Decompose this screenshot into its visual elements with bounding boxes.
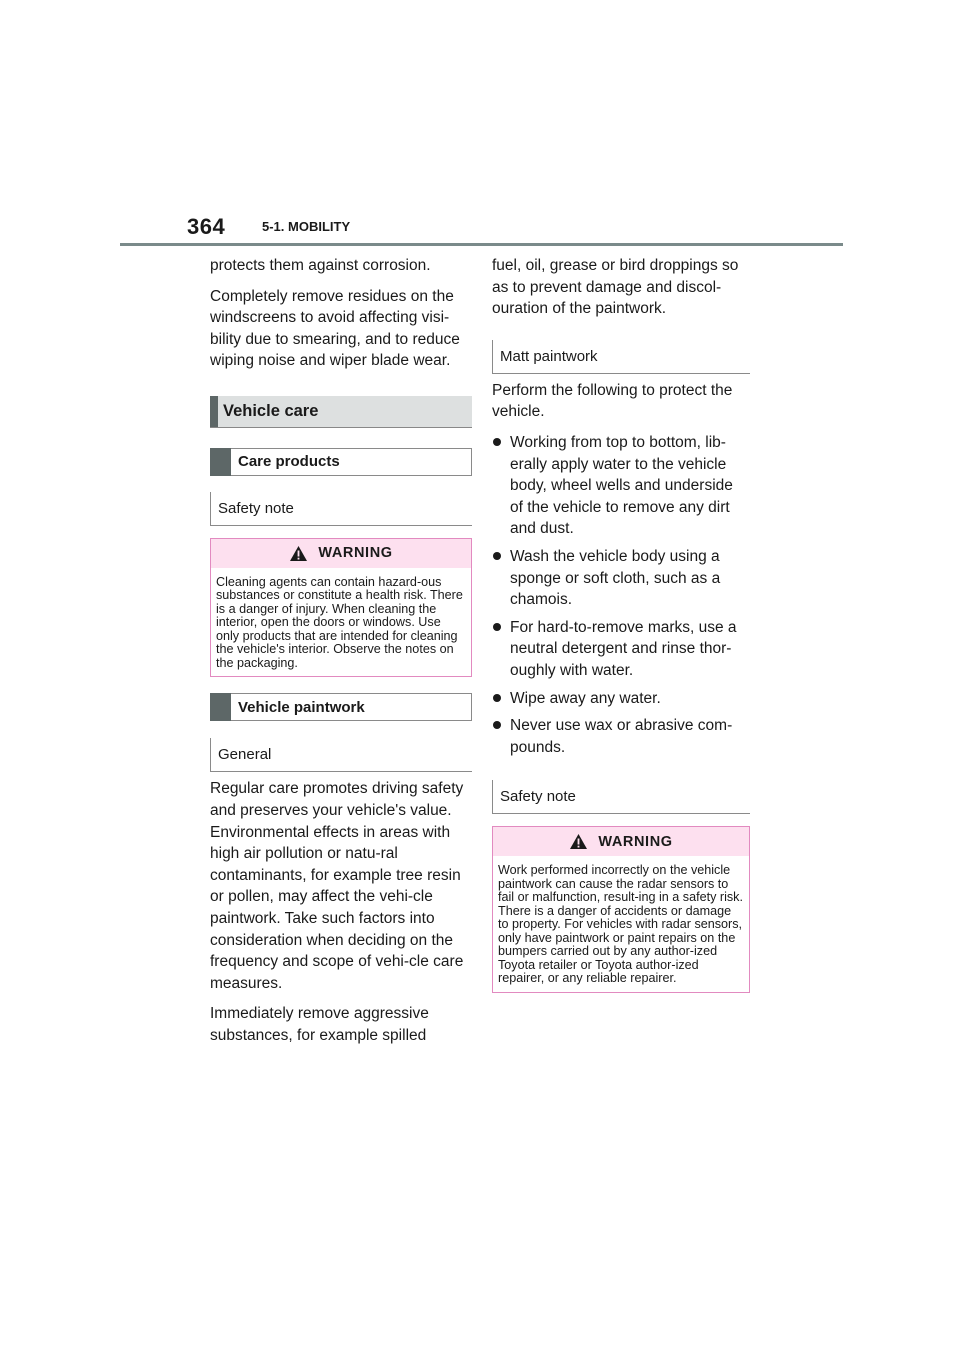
bullet-dot-icon — [493, 552, 501, 560]
left-column — [210, 255, 472, 1056]
list-item-text: For hard-to-remove marks, use a neutral detergent and rinse thor-oughly with water. — [510, 618, 737, 679]
heading-care-products: Care products — [210, 448, 472, 476]
list-item-text: Wipe away any water. — [510, 689, 661, 707]
list-item-text: Working from top to bottom, lib-erally apply water to the vehicle body, wheel wells and underside of the vehicle to remove any dirt and dust. — [510, 433, 733, 538]
heading-safety-note: Safety note — [492, 780, 750, 814]
list-item — [492, 546, 750, 611]
section-title: 5-1. MOBILITY — [262, 219, 351, 234]
right-column — [492, 255, 750, 993]
warning-header — [493, 827, 749, 856]
heading-vehicle-paintwork: Vehicle paintwork — [210, 693, 472, 721]
paragraph: Immediately remove aggressive substances, for example spilled — [210, 1005, 429, 1044]
page-number: 364 — [187, 214, 226, 239]
warning-box — [492, 826, 750, 993]
warning-text: Cleaning agents can contain hazard-ous substances or constitute a health risk. There is a danger of injury. When cleaning the interior, open the doors or windows. Use only products that are intended for cleaning the vehicle's interior. Observe the notes on the packaging. — [216, 574, 463, 670]
heading-vehicle-care: Vehicle care — [210, 396, 472, 428]
list-item — [492, 617, 750, 682]
list-item — [492, 688, 750, 710]
heading-safety-note: Safety note — [210, 492, 472, 526]
heading-general: General — [210, 738, 472, 772]
list-item-text: Never use wax or abrasive com-pounds. — [510, 717, 733, 756]
bullet-dot-icon — [493, 438, 501, 446]
bullet-dot-icon — [493, 694, 501, 702]
bullet-dot-icon — [493, 721, 501, 729]
header-rule — [120, 243, 843, 246]
paragraph: Perform the following to protect the vehicle. — [492, 381, 733, 421]
list-item — [492, 715, 750, 758]
list-item — [492, 432, 750, 540]
warning-box — [210, 538, 472, 678]
warning-triangle-icon — [289, 545, 308, 562]
bullet-dot-icon — [493, 623, 501, 631]
list-item-text: Wash the vehicle body using a sponge or soft cloth, such as a chamois. — [510, 547, 721, 609]
warning-header — [211, 539, 471, 568]
bullet-list — [492, 432, 750, 758]
heading-matt-paintwork: Matt paintwork — [492, 340, 750, 374]
warning-title: WARNING — [318, 545, 393, 562]
paragraph: protects them against corrosion. — [210, 257, 431, 274]
paragraph: Completely remove residues on the windscreens to avoid affecting visi-bility due to smearing, and to reduce wiping noise and wiper blade wear. — [210, 287, 460, 370]
warning-triangle-icon — [569, 833, 588, 850]
warning-text: Work performed incorrectly on the vehicle paintwork can cause the radar sensors to fail or malfunction, result-ing in a safety risk. There is a danger of accidents or damage to property. For vehicles with radar sensors, only have paintwork or paint repairs on the bumpers carried out by any author-ized Toyota retailer or Toyota author-ized repairer, or any reliable repairer. — [498, 863, 743, 986]
paragraph: Regular care promotes driving safety and preserves your vehicle's value. Environmental effects in areas with high air pollution or natu-ral contaminants, for example tree resin or pollen, may affect the vehi-cle paintwork. Take such factors into consideration when deciding on the frequency and scope of vehi-cle care measures. — [210, 780, 464, 992]
paragraph: fuel, oil, grease or bird droppings so as to prevent damage and discol-ouration of the paintwork. — [492, 257, 739, 318]
warning-title: WARNING — [598, 833, 673, 850]
